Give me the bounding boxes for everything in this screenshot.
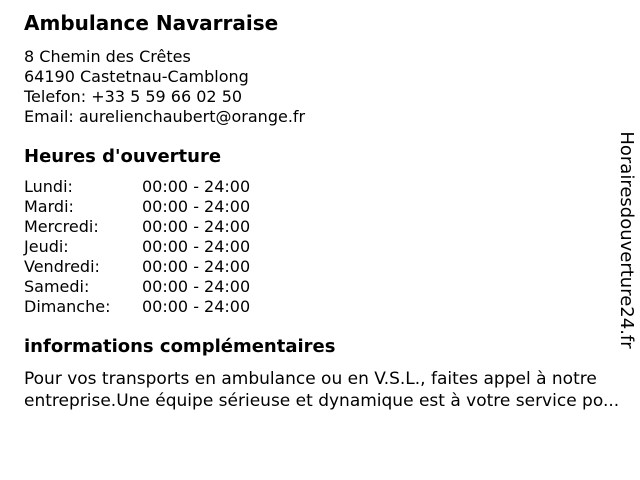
watermark-horairesdouverture24: Horairesdouverture24.fr bbox=[616, 131, 637, 349]
hours-row-sunday bbox=[24, 297, 628, 317]
address-city: 64190 Castetnau-Camblong bbox=[24, 67, 249, 86]
hours-row-tuesday bbox=[24, 197, 628, 217]
hours-day-label: Mardi: bbox=[24, 197, 74, 216]
hours-time-value: 00:00 - 24:00 bbox=[142, 277, 251, 296]
hours-time-value: 00:00 - 24:00 bbox=[142, 237, 251, 256]
hours-day-label: Samedi: bbox=[24, 277, 90, 296]
hours-day-label: Vendredi: bbox=[24, 257, 100, 276]
hours-time-value: 00:00 - 24:00 bbox=[142, 217, 251, 236]
info-heading: informations complémentaires bbox=[24, 336, 336, 357]
hours-time-value: 00:00 - 24:00 bbox=[142, 297, 251, 316]
hours-row-thursday bbox=[24, 237, 628, 257]
hours-day-label: Lundi: bbox=[24, 177, 73, 196]
email-address: aurelienchaubert@orange.fr bbox=[78, 107, 306, 126]
email-line bbox=[24, 107, 628, 127]
address-street: 8 Chemin des Crêtes bbox=[24, 47, 191, 66]
phone-line bbox=[24, 87, 628, 107]
business-name: Ambulance Navarraise bbox=[24, 11, 279, 35]
hours-heading: Heures d'ouverture bbox=[24, 146, 222, 167]
phone-label: Telefon: bbox=[24, 87, 87, 106]
contact-block bbox=[24, 47, 628, 127]
phone-number: +33 5 59 66 02 50 bbox=[91, 87, 243, 106]
hours-day-label: Jeudi: bbox=[24, 237, 69, 256]
hours-time-value: 00:00 - 24:00 bbox=[142, 177, 251, 196]
info-text: Pour vos transports en ambulance ou en V.S.L., faites appel à notre entreprise.Une équipe sérieuse et dynamique est à votre service po... bbox=[24, 369, 620, 411]
hours-row-wednesday bbox=[24, 217, 628, 237]
hours-day-label: Mercredi: bbox=[24, 217, 99, 236]
hours-table bbox=[24, 177, 628, 317]
hours-row-monday bbox=[24, 177, 628, 197]
hours-day-label: Dimanche: bbox=[24, 297, 111, 316]
business-listing bbox=[24, 0, 628, 412]
hours-time-value: 00:00 - 24:00 bbox=[142, 197, 251, 216]
hours-row-saturday bbox=[24, 277, 628, 297]
email-label: Email: bbox=[24, 107, 74, 126]
hours-time-value: 00:00 - 24:00 bbox=[142, 257, 251, 276]
hours-row-friday bbox=[24, 257, 628, 277]
